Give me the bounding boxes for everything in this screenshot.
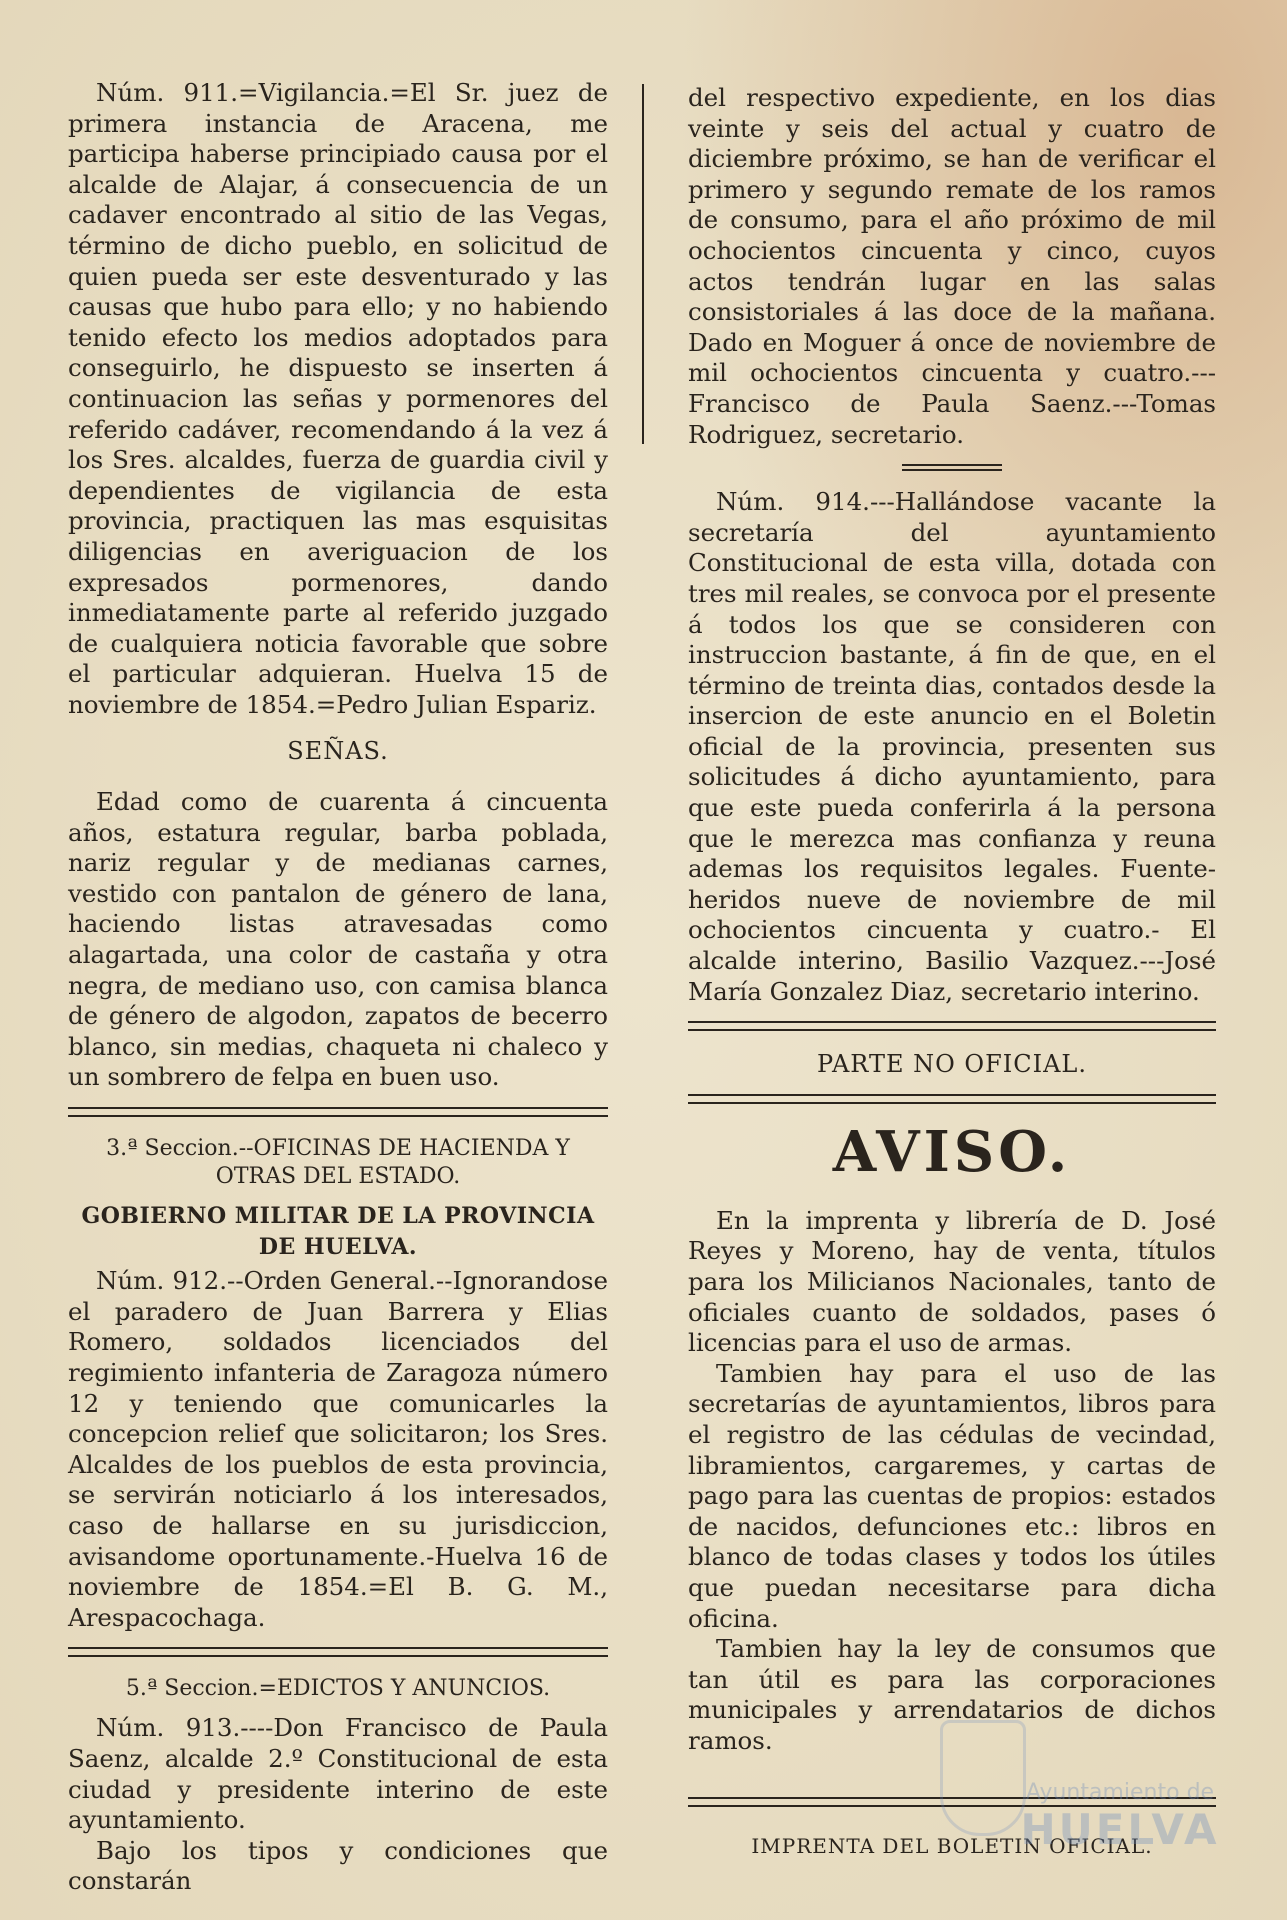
aviso-paragraph-3: Tambien hay la ley de consumos que tan útil es para las corporaciones municipales y arrendatarios de dichos ramos. [688, 1634, 1216, 1755]
aviso-heading: AVISO. [832, 1118, 1072, 1185]
section-rule [688, 1021, 1216, 1031]
section-rule [68, 1107, 608, 1117]
notice-911: Núm. 911.=Vigilancia.=El Sr. juez de primera instancia de Aracena, me participa haberse principiado causa por el alcalde de Alajar, á consecuencia de un cadaver encontrado al sitio de las Vegas, término de dicho pueblo, en solicitud de quien pueda ser este desventurado y las causas que hubo para ello; y no habiendo tenido efecto los medios adoptados para conseguirlo, he dispuesto se inserten á continuacion las señas y pormenores del referido cadáver, recomendando á la vez á los Sres. alcaldes, fuerza de guardia civil y dependientes de vigilancia de esta provincia, practiquen las mas esquisitas diligencias en averiguacion de los expresados pormenores, dando inmediatamente parte al referido juzgado de cualquiera noticia favorable que sobre el particular adquieran. Huelva 15 de noviembre de 1854.=Pedro Julian Espariz. [68, 78, 608, 719]
watermark-main: HUELVA [1020, 1805, 1220, 1854]
section-3-heading: 3.ª Seccion.--OFICINAS DE HACIENDA Y OTRAS DEL ESTADO. [106, 1136, 570, 1189]
senas-text: Edad como de cuarenta á cincuenta años, estatura regular, barba poblada, nariz regular y de medianas carnes, vestido con pantalon de género de lana, haciendo listas atravesadas como alagartada, una color de castaña y otra negra, de mediano uso, con camisa blanca de género de algodon, zapatos de becerro blanco, sin medias, chaqueta ni chaleco y un sombrero de felpa en buen uso. [68, 787, 608, 1092]
left-column [68, 78, 608, 1897]
section-rule [68, 1647, 608, 1657]
senas-heading: SEÑAS. [287, 737, 389, 766]
notice-912: Núm. 912.--Orden General.--Ignorandose el paradero de Juan Barrera y Elias Romero, soldados licenciados del regimiento infanteria de Zaragoza número 12 y teniendo que comunicarles la concepcion relief que solicitaron; los Sres. Alcaldes de los pueblos de esta provincia, se servirán noticiarlo á los interesados, caso de hallarse en su jurisdiccion, avisandome oportunamente.-Huelva 16 de noviembre de 1854.=El B. G. M., Arespacochaga. [68, 1266, 608, 1632]
notice-913-intro: Núm. 913.----Don Francisco de Paula Saenz, alcalde 2.º Constitucional de esta ciudad y presidente interino de este ayuntamiento. [68, 1713, 608, 1835]
short-rule [902, 464, 1002, 471]
section-rule [688, 1094, 1216, 1104]
imprenta-footer: IMPRENTA DEL BOLETIN OFICIAL. [751, 1833, 1153, 1858]
column-divider [642, 84, 644, 444]
gobierno-heading: GOBIERNO MILITAR DE LA PROVINCIA DE HUELVA. [81, 1203, 595, 1260]
notice-914: Núm. 914.---Hallándose vacante la secretaría del ayuntamiento Constitucional de esta villa, dotada con tres mil reales, se convoca por el presente á todos los que se consideren con instruccion bastante, á fin de que, en el término de treinta dias, contados desde la insercion de este anuncio en el Boletin oficial de la provincia, presenten sus solicitudes á dicho ayuntamiento, para que este pueda conferirla á la persona que le merezca mas confianza y reuna ademas los requisitos legales. Fuente-heridos nueve de noviembre de mil ochocientos cincuenta y cuatro.- El alcalde interino, Basilio Vazquez.---José María Gonzalez Diaz, secretario interino. [688, 487, 1216, 1006]
notice-913-start: Bajo los tipos y condiciones que constarán [68, 1835, 608, 1896]
aviso-paragraph-1: En la imprenta y librería de D. José Reyes y Moreno, hay de venta, títulos para los Milicianos Nacionales, tanto de oficiales cuanto de soldados, pases ó licencias para el uso de armas. [688, 1205, 1216, 1358]
watermark [1010, 1780, 1230, 1854]
right-column [688, 83, 1216, 1861]
watermark-top: Ayuntamiento de [1025, 1780, 1215, 1805]
section-5-heading: 5.ª Seccion.=EDICTOS Y ANUNCIOS. [125, 1676, 551, 1702]
crest-icon [940, 1720, 1026, 1836]
aviso-paragraph-2: Tambien hay para el uso de las secretarías de ayuntamientos, libros para el registro de las cédulas de vecindad, libramientos, cargaremes, y cartas de pago para las cuentas de propios: estados de nacidos, defunciones etc.: libros en blanco de todas clases y todos los útiles que puedan necesitarse para dicha oficina. [688, 1358, 1216, 1633]
parte-no-oficial-heading: PARTE NO OFICIAL. [817, 1050, 1087, 1079]
notice-913-continued: del respectivo expediente, en los dias veinte y seis del actual y cuatro de diciembre próximo, se han de verificar el primero y segundo remate de los ramos de consumo, para el año próximo de mil ochocientos cincuenta y cinco, cuyos actos tendrán lugar en las salas consistoriales á las doce de la mañana. Dado en Moguer á once de noviembre de mil ochocientos cincuenta y cuatro.---Francisco de Paula Saenz.---Tomas Rodriguez, secretario. [688, 83, 1216, 449]
